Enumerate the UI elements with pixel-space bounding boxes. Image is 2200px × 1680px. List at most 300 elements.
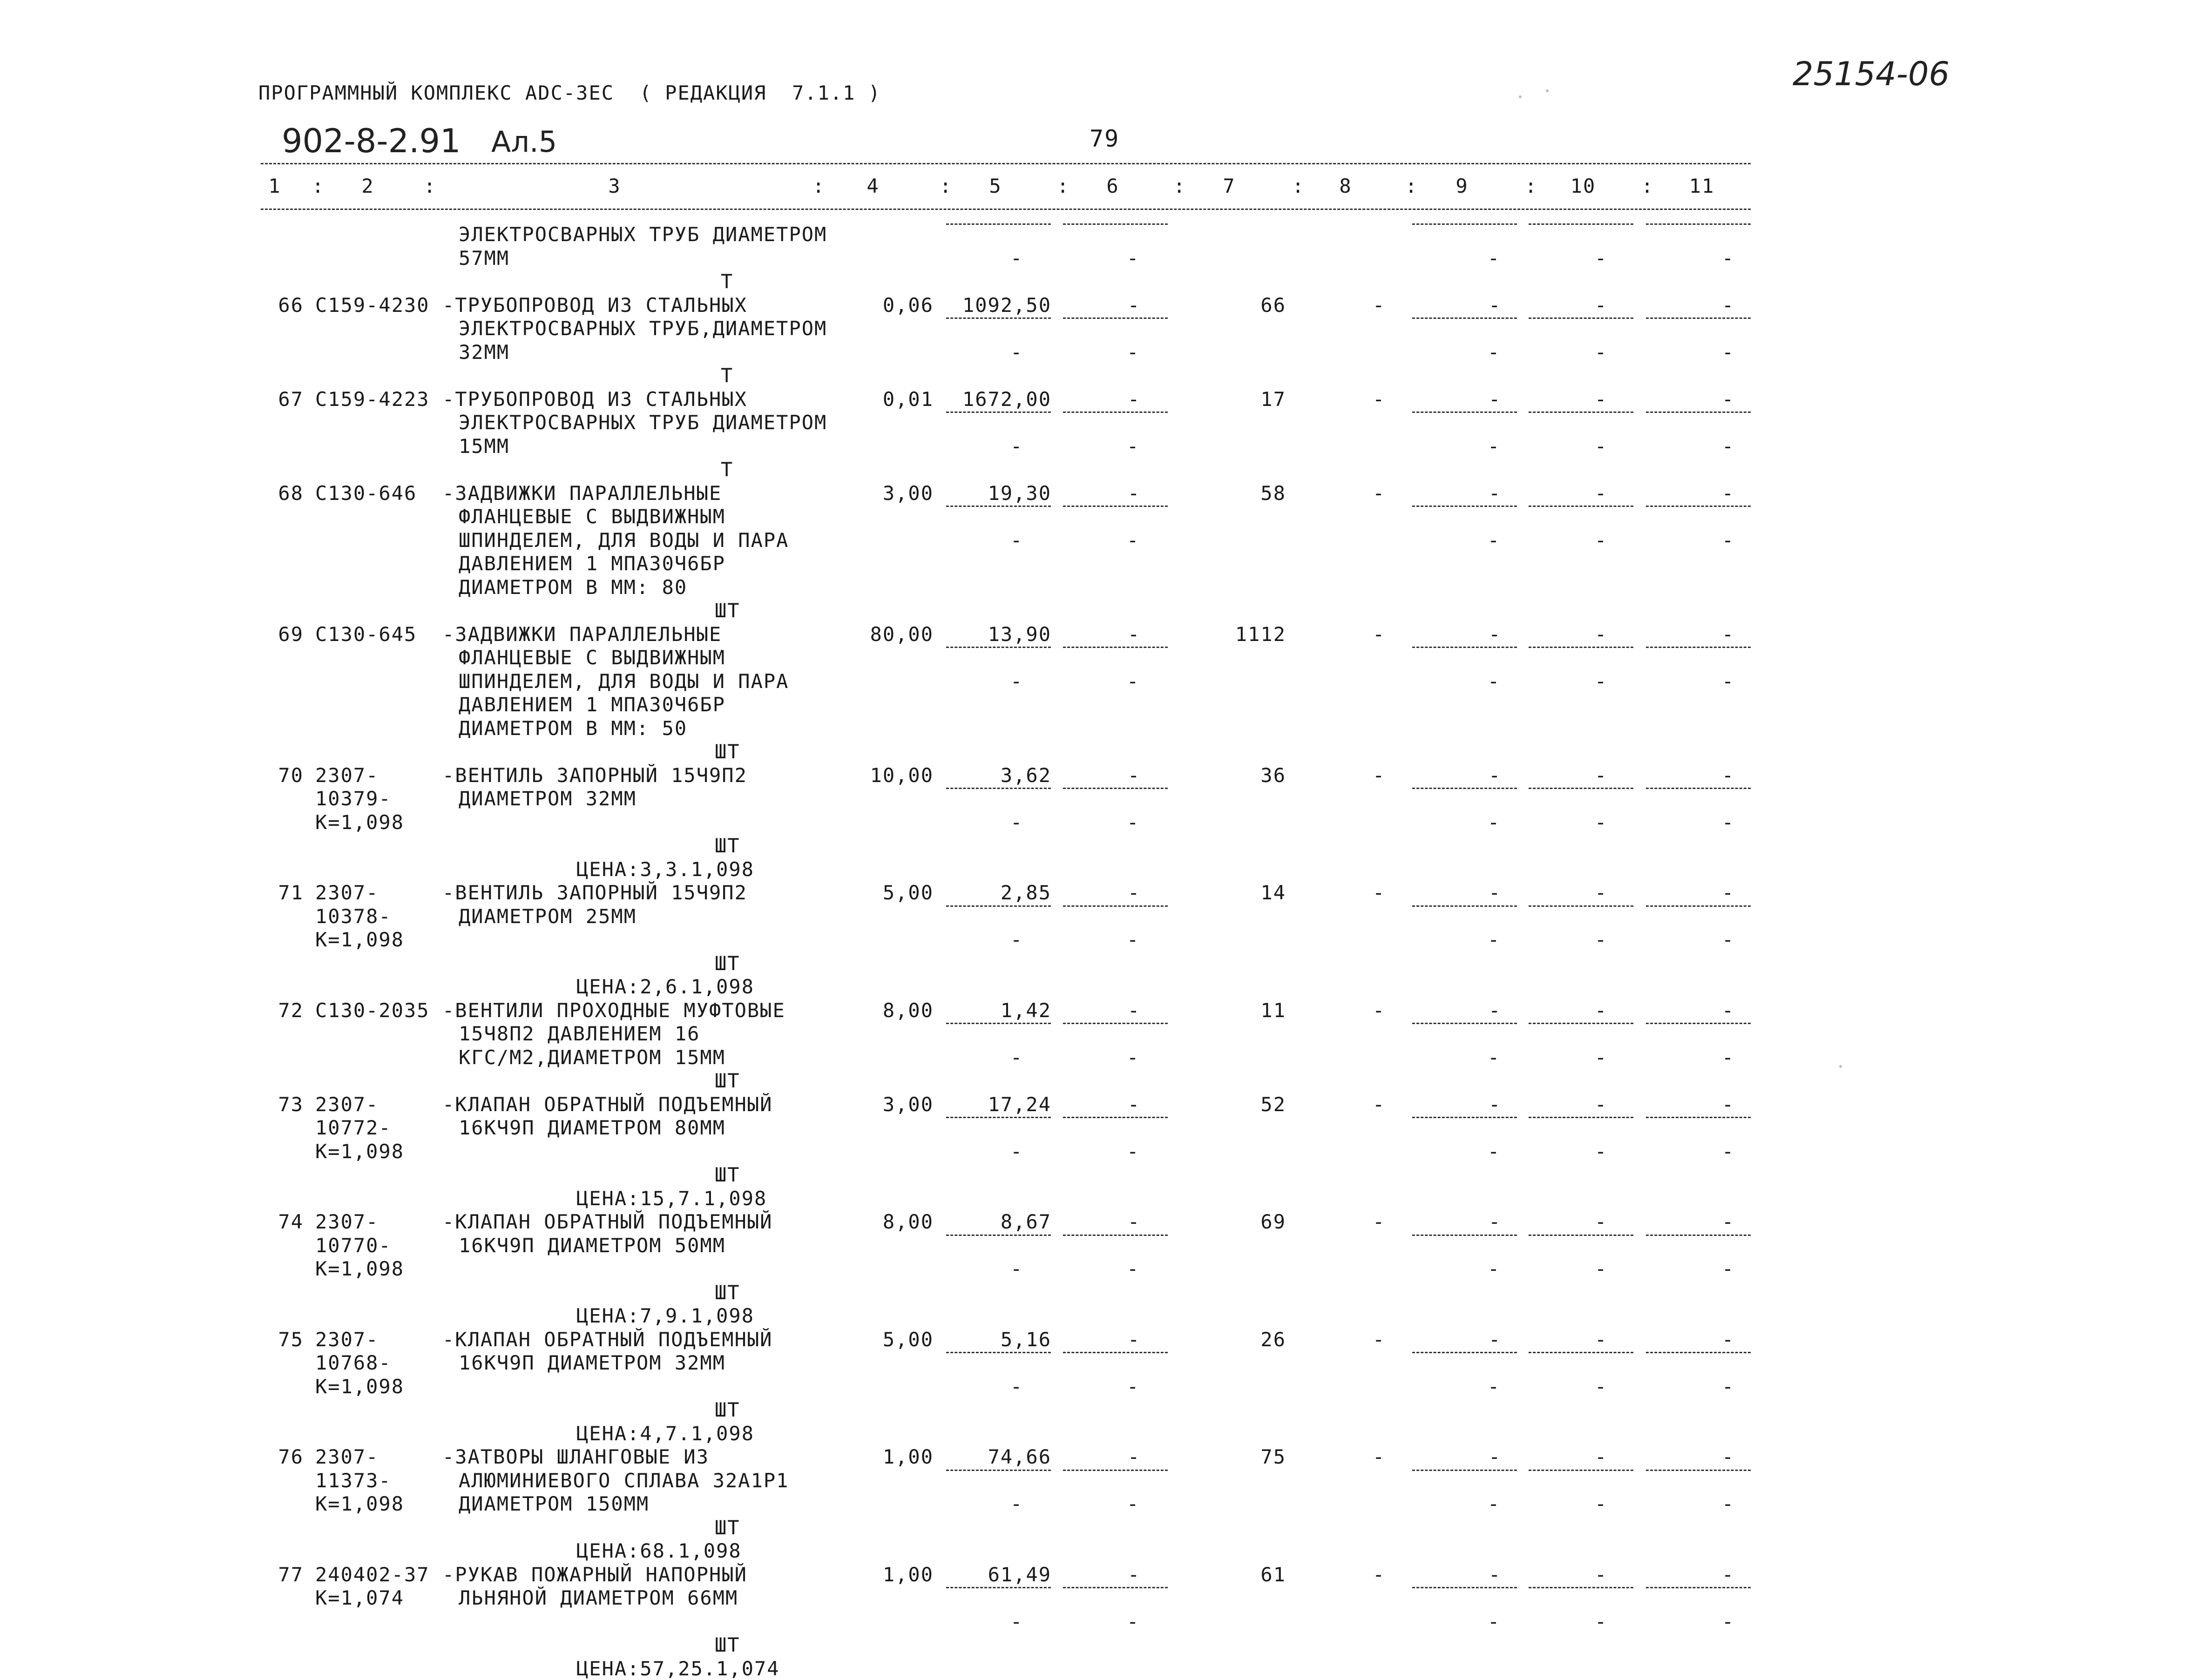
continuation-desc-line: ЭЛЕКТРОСВАРНЫХ ТРУБ ДИАМЕТРОМ	[459, 223, 827, 246]
work-description: -ЗАДВИЖКИ ПАРАЛЛЕЛЬНЫЕ	[442, 481, 722, 505]
sheet-label: Ал.5	[491, 125, 557, 159]
row-separator-dash	[1646, 506, 1751, 507]
cell-value: -	[1488, 1375, 1501, 1398]
work-description: -РУКАВ ПОЖАРНЫЙ НАПОРНЫЙ	[442, 1563, 747, 1586]
cell-value: -	[1489, 481, 1502, 505]
cell-value: -	[1722, 1210, 1735, 1233]
row-separator-dash	[1412, 788, 1517, 789]
work-description: КГС/М2,ДИАМЕТРОМ 15ММ	[459, 1046, 726, 1069]
work-description: -ЗАТВОРЫ ШЛАНГОВЫЕ ИЗ	[442, 1445, 710, 1468]
row-separator-dash	[1063, 1023, 1168, 1024]
cell-value: -	[1722, 528, 1735, 552]
cell-value: -	[1010, 246, 1023, 270]
cell-value: -	[1722, 1046, 1735, 1069]
work-description: ДАВЛЕНИЕМ 1 МПА30Ч6БР	[459, 552, 726, 575]
quantity-cell: 0,01	[882, 387, 934, 411]
work-description: 16КЧ9П ДИАМЕТРОМ 80ММ	[459, 1116, 726, 1139]
unit-cost-cell: 13,90	[988, 622, 1051, 646]
cell-value: -	[1488, 434, 1501, 458]
cell-value: -	[1595, 1093, 1608, 1116]
cell-value: -	[1128, 387, 1141, 411]
cell-value: -	[1489, 293, 1502, 317]
cell-value: -	[1595, 622, 1608, 646]
cell-value: -	[1722, 999, 1735, 1022]
row-separator-dash	[1063, 788, 1168, 789]
cell-value: -	[1010, 928, 1023, 951]
cell-value: -	[1488, 1610, 1501, 1633]
work-description: ДИАМЕТРОМ 32ММ	[459, 787, 637, 810]
cell-value: -	[1489, 1563, 1502, 1586]
row-separator-dash	[1412, 223, 1517, 225]
cell-value: -	[1595, 434, 1608, 458]
column-separator: :	[1405, 175, 1418, 197]
quantity-cell: 5,00	[882, 881, 934, 904]
cell-value: -	[1722, 928, 1735, 951]
row-number: 66	[278, 293, 304, 317]
column-header-4: 4	[866, 175, 880, 197]
program-header: ПРОГРАММНЫЙ КОМПЛЕКС АDC-3EC ( РЕДАКЦИЯ 7.1.1 )	[258, 81, 881, 104]
total-cost-cell: 1112	[1235, 622, 1286, 646]
unit-label: Т	[721, 270, 734, 293]
quantity-cell: 3,00	[882, 481, 934, 505]
cell-value: -	[1010, 1140, 1023, 1163]
cell-value: -	[1722, 1445, 1735, 1468]
row-separator-dash	[1063, 647, 1168, 648]
row-separator-dash	[1646, 788, 1751, 789]
cell-value: -	[1722, 1093, 1735, 1116]
cell-value: -	[1722, 669, 1735, 693]
row-separator-dash	[1646, 1352, 1751, 1353]
unit-cost-cell: 74,66	[988, 1445, 1051, 1468]
cell-value: -	[1595, 1257, 1608, 1280]
quantity-cell: 1,00	[882, 1445, 934, 1468]
cell-value: -	[1722, 810, 1735, 834]
unit-label: Т	[721, 458, 734, 481]
work-description: ЭЛЕКТРОСВАРНЫХ ТРУБ ДИАМЕТРОМ	[459, 411, 827, 434]
column-separator: :	[312, 175, 325, 197]
cell-value: -	[1373, 1328, 1386, 1351]
row-separator-dash	[946, 223, 1051, 225]
cell-value: -	[1489, 387, 1502, 411]
cell-value: -	[1722, 881, 1735, 904]
cell-value: -	[1595, 881, 1608, 904]
row-separator-dash	[1529, 317, 1633, 319]
row-separator-dash	[1412, 412, 1517, 413]
cell-value: -	[1373, 622, 1386, 646]
row-number: 73	[278, 1093, 304, 1116]
cell-value: -	[1595, 1610, 1608, 1633]
cell-value: -	[1595, 669, 1608, 693]
work-description: 32ММ	[459, 340, 510, 364]
cell-value: -	[1127, 1257, 1140, 1280]
cell-value: -	[1488, 1257, 1501, 1280]
cell-value: -	[1488, 669, 1501, 693]
cell-value: -	[1595, 999, 1608, 1022]
unit-cost-cell: 5,16	[1000, 1328, 1051, 1351]
cell-value: -	[1595, 928, 1608, 951]
cell-value: -	[1010, 340, 1023, 364]
header-top-rule	[261, 163, 1751, 164]
row-separator-dash	[1646, 412, 1751, 413]
total-cost-cell: 11	[1260, 999, 1286, 1022]
row-separator-dash	[1063, 1587, 1168, 1588]
work-description: 16КЧ9П ДИАМЕТРОМ 32ММ	[459, 1351, 726, 1374]
work-description: -ЗАДВИЖКИ ПАРАЛЛЕЛЬНЫЕ	[442, 622, 722, 646]
row-separator-dash	[1529, 647, 1633, 648]
work-description: -ВЕНТИЛЬ ЗАПОРНЫЙ 15Ч9П2	[442, 763, 747, 787]
work-description: -ТРУБОПРОВОД ИЗ СТАЛЬНЫХ	[442, 387, 747, 411]
cell-value: -	[1127, 1492, 1140, 1515]
cell-value: -	[1373, 1093, 1386, 1116]
unit-label: ШТ	[715, 1516, 740, 1539]
total-cost-cell: 17	[1260, 387, 1286, 411]
column-header-6: 6	[1106, 175, 1119, 197]
total-cost-cell: 14	[1260, 881, 1286, 904]
cell-value: -	[1488, 1046, 1501, 1069]
cell-value: -	[1595, 1375, 1608, 1398]
row-number: 68	[278, 481, 304, 505]
cell-value: -	[1010, 1492, 1023, 1515]
column-header-10: 10	[1570, 175, 1596, 197]
cell-value: -	[1722, 1563, 1735, 1586]
row-separator-dash	[1412, 647, 1517, 648]
archive-number: 25154-06	[1793, 55, 1950, 93]
cell-value: -	[1373, 293, 1386, 317]
row-separator-dash	[1646, 223, 1751, 225]
row-separator-dash	[1412, 1587, 1517, 1588]
row-separator-dash	[1412, 1117, 1517, 1118]
column-separator: :	[424, 175, 437, 197]
row-number: 74	[278, 1210, 304, 1233]
cell-value: -	[1722, 1492, 1735, 1515]
row-separator-dash	[1529, 412, 1633, 413]
row-separator-dash	[1412, 1023, 1517, 1024]
column-separator: :	[812, 175, 826, 197]
work-description: 15Ч8П2 ДАВЛЕНИЕМ 16	[459, 1022, 700, 1045]
unit-label: ШТ	[715, 740, 740, 763]
row-number: 71	[278, 881, 304, 904]
column-separator: :	[1641, 175, 1654, 197]
row-separator-dash	[1646, 905, 1751, 907]
row-number: 77	[278, 1563, 304, 1586]
work-description: ЛЬНЯНОЙ ДИАМЕТРОМ 66ММ	[459, 1586, 738, 1609]
work-description: ДАВЛЕНИЕМ 1 МПА30Ч6БР	[459, 693, 726, 716]
cell-value: -	[1722, 434, 1735, 458]
quantity-cell: 1,00	[882, 1563, 934, 1586]
row-number: 75	[278, 1328, 304, 1351]
resource-code: С159-4230	[315, 293, 430, 317]
cell-value: -	[1722, 1328, 1735, 1351]
cell-value: -	[1489, 1093, 1502, 1116]
resource-code: 2307-	[315, 1328, 379, 1351]
cell-value: -	[1595, 1445, 1608, 1468]
row-separator-dash	[1412, 905, 1517, 907]
page-number: 79	[1090, 125, 1120, 152]
work-description: -КЛАПАН ОБРАТНЫЙ ПОДЪЕМНЫЙ	[442, 1328, 773, 1351]
row-separator-dash	[946, 1470, 1051, 1471]
unit-cost-cell: 1,42	[1000, 999, 1051, 1022]
work-description: ДИАМЕТРОМ В ММ: 50	[459, 716, 688, 740]
cell-value: -	[1595, 1140, 1608, 1163]
work-description: -ВЕНТИЛИ ПРОХОДНЫЕ МУФТОВЫЕ	[442, 999, 785, 1022]
price-note: ЦЕНА:15,7.1,098	[576, 1187, 767, 1210]
row-separator-dash	[1412, 1352, 1517, 1353]
document-code: 902-8-2.91	[282, 122, 461, 160]
total-cost-cell: 58	[1260, 481, 1286, 505]
resource-code: 2307-	[315, 1093, 379, 1116]
cell-value: -	[1373, 1445, 1386, 1468]
cell-value: -	[1488, 246, 1501, 270]
cell-value: -	[1722, 622, 1735, 646]
row-separator-dash	[1646, 1470, 1751, 1471]
cell-value: -	[1128, 881, 1141, 904]
resource-code: 2307-	[315, 763, 379, 787]
column-header-11: 11	[1689, 175, 1715, 197]
quantity-cell: 8,00	[882, 1210, 934, 1233]
price-note: ЦЕНА:2,6.1,098	[576, 975, 755, 998]
cell-value: -	[1010, 669, 1023, 693]
cell-value: -	[1010, 1046, 1023, 1069]
cell-value: -	[1722, 1610, 1735, 1633]
row-separator-dash	[1063, 1352, 1168, 1353]
row-separator-dash	[946, 647, 1051, 648]
cell-value: -	[1010, 1375, 1023, 1398]
cell-value: -	[1488, 528, 1501, 552]
column-header-1: 1	[268, 175, 281, 197]
cell-value: -	[1595, 1210, 1608, 1233]
row-separator-dash	[1646, 1235, 1751, 1236]
quantity-cell: 0,06	[882, 293, 934, 317]
cell-value: -	[1722, 293, 1735, 317]
cell-value: -	[1489, 881, 1502, 904]
unit-cost-cell: 19,30	[988, 481, 1051, 505]
row-separator-dash	[1529, 506, 1633, 507]
work-description: ФЛАНЦЕВЫЕ С ВЫДВИЖНЫМ	[459, 646, 726, 669]
row-separator-dash	[1063, 1117, 1168, 1118]
resource-code: К=1,074	[315, 1586, 405, 1609]
price-note: ЦЕНА:3,3.1,098	[576, 857, 755, 881]
cell-value: -	[1128, 1093, 1141, 1116]
cell-value: -	[1595, 340, 1608, 364]
cell-value: -	[1595, 293, 1608, 317]
continuation-desc-line: 57ММ	[459, 246, 510, 270]
unit-label: ШТ	[715, 599, 740, 622]
cell-value: -	[1722, 387, 1735, 411]
cell-value: -	[1488, 810, 1501, 834]
resource-code: 11373-	[315, 1469, 392, 1492]
cell-value: -	[1489, 1445, 1502, 1468]
cell-value: -	[1595, 1563, 1608, 1586]
row-separator-dash	[1646, 1023, 1751, 1024]
cell-value: -	[1488, 928, 1501, 951]
cell-value: -	[1127, 1375, 1140, 1398]
cell-value: -	[1127, 928, 1140, 951]
resource-code: 2307-	[315, 1210, 379, 1233]
quantity-cell: 5,00	[882, 1328, 934, 1351]
scan-speck	[1839, 1065, 1842, 1068]
resource-code: 10379-	[315, 787, 392, 810]
cell-value: -	[1373, 999, 1386, 1022]
unit-cost-cell: 2,85	[1000, 881, 1051, 904]
resource-code: С130-646	[315, 481, 417, 505]
cell-value: -	[1128, 1445, 1141, 1468]
unit-label: ШТ	[715, 1633, 740, 1656]
resource-code: К=1,098	[315, 1140, 405, 1163]
column-header-8: 8	[1339, 175, 1352, 197]
cell-value: -	[1128, 999, 1141, 1022]
row-number: 70	[278, 763, 304, 787]
total-cost-cell: 61	[1260, 1563, 1286, 1586]
cell-value: -	[1010, 1257, 1023, 1280]
scan-speck	[1519, 95, 1522, 98]
cell-value: -	[1722, 481, 1735, 505]
work-description: 15ММ	[459, 434, 510, 458]
work-description: -КЛАПАН ОБРАТНЫЙ ПОДЪЕМНЫЙ	[442, 1093, 773, 1116]
quantity-cell: 80,00	[870, 622, 934, 646]
resource-code: С130-2035	[315, 999, 430, 1022]
cell-value: -	[1127, 340, 1140, 364]
column-separator: :	[1057, 175, 1070, 197]
resource-code: 10378-	[315, 904, 392, 928]
row-separator-dash	[946, 1023, 1051, 1024]
unit-label: ШТ	[715, 1163, 740, 1186]
column-separator: :	[940, 175, 953, 197]
resource-code: 2307-	[315, 1445, 379, 1468]
total-cost-cell: 69	[1260, 1210, 1286, 1233]
row-number: 69	[278, 622, 304, 646]
total-cost-cell: 75	[1260, 1445, 1286, 1468]
resource-code: 10768-	[315, 1351, 392, 1374]
column-header-5: 5	[989, 175, 1002, 197]
work-description: ДИАМЕТРОМ В ММ: 80	[459, 575, 688, 599]
cell-value: -	[1489, 1328, 1502, 1351]
price-note: ЦЕНА:57,25.1,074	[576, 1657, 780, 1680]
cell-value: -	[1127, 246, 1140, 270]
resource-code: 10772-	[315, 1116, 392, 1139]
row-separator-dash	[1063, 1470, 1168, 1471]
cell-value: -	[1128, 481, 1141, 505]
row-separator-dash	[1063, 905, 1168, 907]
total-cost-cell: 26	[1260, 1328, 1286, 1351]
cell-value: -	[1128, 622, 1141, 646]
row-number: 72	[278, 999, 304, 1022]
resource-code: К=1,098	[315, 1492, 405, 1515]
cell-value: -	[1722, 1375, 1735, 1398]
cell-value: -	[1595, 810, 1608, 834]
cell-value: -	[1127, 434, 1140, 458]
work-description: -ТРУБОПРОВОД ИЗ СТАЛЬНЫХ	[442, 293, 747, 317]
quantity-cell: 8,00	[882, 999, 934, 1022]
work-description: 16КЧ9П ДИАМЕТРОМ 50ММ	[459, 1234, 726, 1257]
total-cost-cell: 52	[1260, 1093, 1286, 1116]
unit-cost-cell: 3,62	[1000, 763, 1051, 787]
cell-value: -	[1595, 246, 1608, 270]
row-separator-dash	[1529, 1352, 1633, 1353]
cell-value: -	[1128, 1328, 1141, 1351]
unit-cost-cell: 1672,00	[962, 387, 1051, 411]
total-cost-cell: 36	[1260, 763, 1286, 787]
row-number: 76	[278, 1445, 304, 1468]
work-description: ШПИНДЕЛЕМ, ДЛЯ ВОДЫ И ПАРА	[459, 669, 789, 693]
resource-code: К=1,098	[315, 1375, 405, 1398]
quantity-cell: 10,00	[870, 763, 934, 787]
unit-label: ШТ	[715, 1281, 740, 1304]
work-description: ДИАМЕТРОМ 25ММ	[459, 904, 637, 928]
row-separator-dash	[1529, 1470, 1633, 1471]
unit-label: ШТ	[715, 951, 740, 975]
row-separator-dash	[1529, 1235, 1633, 1236]
cell-value: -	[1127, 810, 1140, 834]
cell-value: -	[1722, 246, 1735, 270]
resource-code: К=1,098	[315, 1257, 405, 1280]
unit-label: ШТ	[715, 834, 740, 857]
cell-value: -	[1127, 1610, 1140, 1633]
cell-value: -	[1595, 1328, 1608, 1351]
cell-value: -	[1128, 763, 1141, 787]
row-separator-dash	[946, 905, 1051, 907]
column-separator: :	[1173, 175, 1186, 197]
work-description: ШПИНДЕЛЕМ, ДЛЯ ВОДЫ И ПАРА	[459, 528, 789, 552]
cell-value: -	[1489, 999, 1502, 1022]
cell-value: -	[1722, 340, 1735, 364]
row-separator-dash	[946, 1235, 1051, 1236]
row-separator-dash	[946, 317, 1051, 319]
row-separator-dash	[1063, 506, 1168, 507]
column-header-9: 9	[1455, 175, 1469, 197]
cell-value: -	[1127, 1140, 1140, 1163]
resource-code: С130-645	[315, 622, 417, 646]
row-separator-dash	[1646, 317, 1751, 319]
row-separator-dash	[1529, 905, 1633, 907]
unit-label: ШТ	[715, 1069, 740, 1092]
price-note: ЦЕНА:4,7.1,098	[576, 1422, 755, 1445]
row-separator-dash	[946, 1352, 1051, 1353]
row-separator-dash	[1529, 1117, 1633, 1118]
cell-value: -	[1010, 528, 1023, 552]
unit-label: Т	[721, 364, 734, 387]
row-separator-dash	[1412, 1470, 1517, 1471]
row-separator-dash	[1412, 1235, 1517, 1236]
row-separator-dash	[946, 1587, 1051, 1588]
cell-value: -	[1488, 340, 1501, 364]
work-description: -ВЕНТИЛЬ ЗАПОРНЫЙ 15Ч9П2	[442, 881, 747, 904]
cell-value: -	[1595, 1046, 1608, 1069]
price-note: ЦЕНА:7,9.1,098	[576, 1304, 755, 1327]
row-number: 67	[278, 387, 304, 411]
resource-code: 10770-	[315, 1234, 392, 1257]
unit-cost-cell: 1092,50	[962, 293, 1051, 317]
work-description: -КЛАПАН ОБРАТНЫЙ ПОДЪЕМНЫЙ	[442, 1210, 773, 1233]
row-separator-dash	[1063, 223, 1168, 225]
unit-cost-cell: 17,24	[988, 1093, 1051, 1116]
cell-value: -	[1010, 434, 1023, 458]
cell-value: -	[1595, 763, 1608, 787]
row-separator-dash	[1529, 1587, 1633, 1588]
work-description: АЛЮМИНИЕВОГО СПЛАВА 32А1Р1	[459, 1469, 789, 1492]
cell-value: -	[1595, 1492, 1608, 1515]
row-separator-dash	[1529, 788, 1633, 789]
cell-value: -	[1010, 1610, 1023, 1633]
row-separator-dash	[1063, 317, 1168, 319]
column-separator: :	[1525, 175, 1538, 197]
row-separator-dash	[1646, 647, 1751, 648]
resource-code: С159-4223	[315, 387, 430, 411]
work-description: ДИАМЕТРОМ 150ММ	[459, 1492, 650, 1515]
cell-value: -	[1373, 763, 1386, 787]
cell-value: -	[1488, 1140, 1501, 1163]
row-separator-dash	[946, 412, 1051, 413]
price-note: ЦЕНА:68.1,098	[576, 1539, 742, 1562]
